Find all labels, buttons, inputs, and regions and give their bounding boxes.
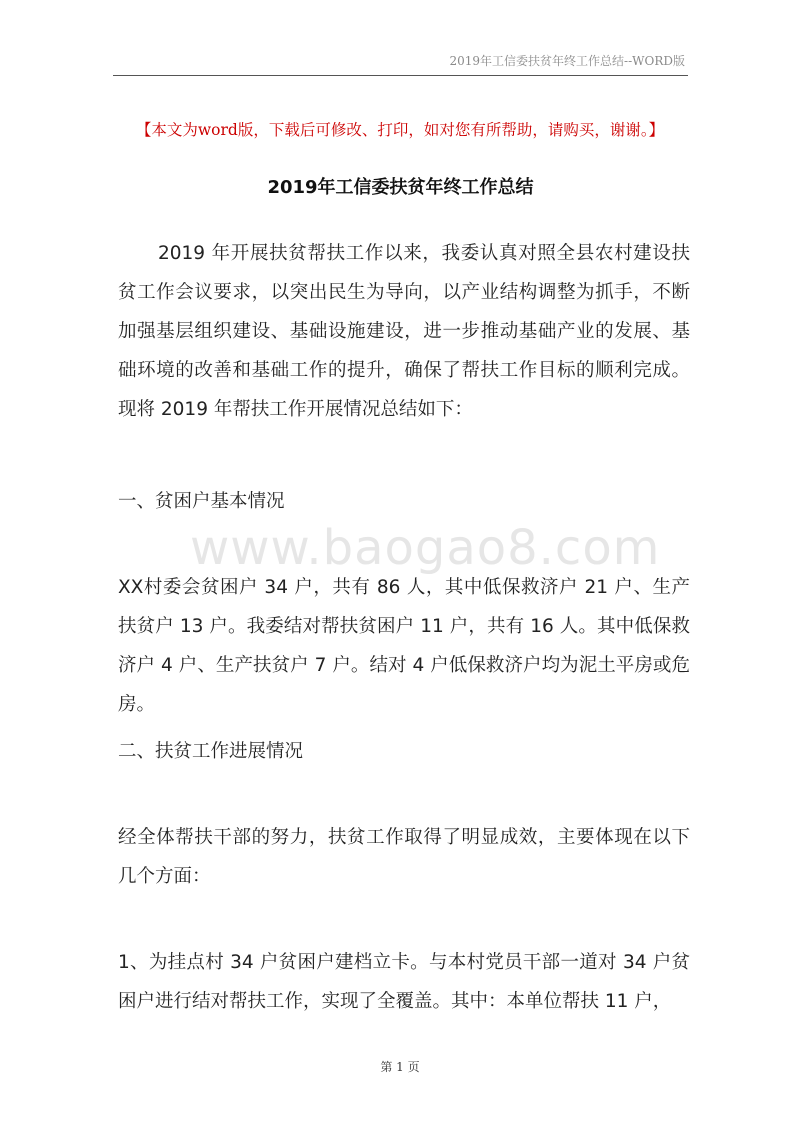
intro-paragraph: 2019 年开展扶贫帮扶工作以来，我委认真对照全县农村建设扶贫工作会议要求，以突出民生为导向，以产业结构调整为抓手，不断加强基层组织建设、基础设施建设，进一步推动基础产业的发展、基础环境的改善和基础工作的提升，确保了帮扶工作目标的顺利完成。现将 2019 年帮扶工作开展情况总结如下： — [118, 243, 690, 420]
header-divider — [113, 75, 688, 76]
purchase-notice: 【本文为word版，下载后可修改、打印，如对您有所帮助，请购买，谢谢。】 — [135, 121, 665, 139]
section-2-paragraph: 经全体帮扶干部的努力，扶贫工作取得了明显成效，主要体现在以下几个方面： — [118, 827, 690, 887]
watermark: www.baogao8.com — [190, 520, 661, 576]
item-1-paragraph: 1、为挂点村 34 户贫困户建档立卡。与本村党员干部一道对 34 户贫困户进行结对帮扶工作，实现了全覆盖。其中：本单位帮扶 11 户， — [118, 952, 690, 1012]
document-title: 2019年工信委扶贫年终工作总结 — [267, 177, 534, 198]
section-heading-2: 二、扶贫工作进展情况 — [118, 741, 304, 762]
section-heading-1: 一、贫困户基本情况 — [118, 491, 285, 512]
section-1-paragraph: XX村委会贫困户 34 户，共有 86 人，其中低保救济户 21 户、生产扶贫户 13 户。我委结对帮扶贫困户 11 户，共有 16 人。其中低保救济户 4 户、生产扶贫户 7 户。结对 4 户低保救济户均为泥土平房或危房。 — [118, 577, 690, 715]
page-header: 2019年工信委扶贫年终工作总结--WORD版 — [449, 54, 685, 68]
page-number: 第 1 页 — [380, 1060, 420, 1074]
